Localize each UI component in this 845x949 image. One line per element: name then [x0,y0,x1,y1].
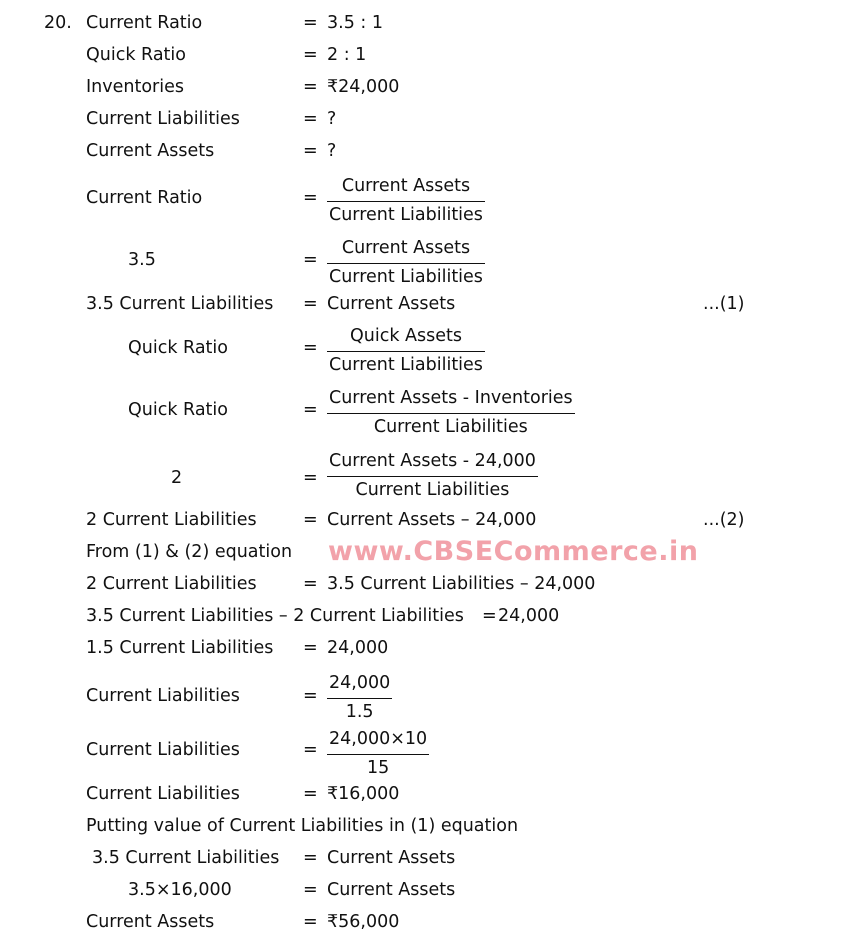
step12-label: Current Liabilities [86,686,240,706]
fraction-numerator: 24,000 [329,673,391,693]
step9-label: 2 Current Liabilities [86,574,257,594]
equals-sign: = [303,848,318,868]
step18-label: Current Assets [86,912,215,932]
step1-fraction [327,178,485,225]
fraction-denominator: Current Liabilities [329,267,483,287]
step3-label: 3.5 Current Liabilities [86,294,274,314]
fraction-numerator: Quick Assets [349,326,462,346]
given-label-current-assets: Current Assets [86,141,215,161]
given-label-inventories: Inventories [86,77,184,97]
step9-value: 3.5 Current Liabilities – 24,000 [327,574,596,594]
equation-ref-2: ...(2) [703,510,745,530]
step11-label: 1.5 Current Liabilities [86,638,274,658]
step2-fraction [327,240,485,287]
equals-sign: = [303,188,318,208]
equals-sign: = [303,880,318,900]
step3-value: Current Assets [327,294,456,314]
given-value-current-assets: ? [327,141,337,161]
equation-ref-1: ...(1) [703,294,745,314]
step11-value: 24,000 [327,638,389,658]
step7-value: Current Assets – 24,000 [327,510,537,530]
given-value-inventories: ₹24,000 [327,77,400,97]
step10-value: 24,000 [498,606,560,626]
given-value-current-ratio: 3.5 : 1 [327,13,383,33]
fraction-denominator: 15 [366,758,390,778]
step12-fraction [327,675,392,722]
step6-fraction [327,453,538,500]
equals-sign: = [303,784,318,804]
question-number: 20. [44,13,72,33]
fraction-denominator: Current Liabilities [329,205,483,225]
step5-label: Quick Ratio [128,400,228,420]
equals-sign: = [303,638,318,658]
step16-label: 3.5 Current Liabilities [92,848,280,868]
equals-sign: = [303,400,318,420]
equals-sign: = [303,912,318,932]
step5-fraction [327,390,575,437]
step13-fraction [327,731,429,778]
given-label-current-liabilities: Current Liabilities [86,109,240,129]
step1-label: Current Ratio [86,188,203,208]
step14-label: Current Liabilities [86,784,240,804]
step14-value: ₹16,000 [327,784,400,804]
equals-sign: = [303,686,318,706]
equals-sign: = [303,45,318,65]
equals-sign: = [303,250,318,270]
fraction-denominator: 1.5 [345,702,374,722]
fraction-denominator: Current Liabilities [373,417,528,437]
step15-label: Putting value of Current Liabilities in (1) equation [86,816,519,836]
step6-label: 2 [171,468,183,488]
step13-label: Current Liabilities [86,740,240,760]
given-value-quick-ratio: 2 : 1 [327,45,367,65]
step18-value: ₹56,000 [327,912,400,932]
equals-sign: = [303,109,318,129]
equals-sign: = [303,574,318,594]
step16-value: Current Assets [327,848,456,868]
given-label-quick-ratio: Quick Ratio [86,45,186,65]
step4-fraction [327,328,485,375]
equals-sign: = [303,141,318,161]
step2-label: 3.5 [128,250,156,270]
step7-label: 2 Current Liabilities [86,510,257,530]
step17-label: 3.5×16,000 [128,880,232,900]
fraction-numerator: Current Assets - 24,000 [329,451,536,471]
equals-sign: = [482,606,497,626]
equals-sign: = [303,510,318,530]
equals-sign: = [303,468,318,488]
given-label-current-ratio: Current Ratio [86,13,203,33]
step8-label: From (1) & (2) equation [86,542,293,562]
equals-sign: = [303,338,318,358]
step17-value: Current Assets [327,880,456,900]
equals-sign: = [303,740,318,760]
step10-label: 3.5 Current Liabilities – 2 Current Liabilities [86,606,464,626]
fraction-numerator: Current Assets - Inventories [329,388,573,408]
step4-label: Quick Ratio [128,338,228,358]
fraction-numerator: Current Assets [341,176,471,196]
fraction-denominator: Current Liabilities [329,355,483,375]
given-value-current-liabilities: ? [327,109,337,129]
fraction-numerator: 24,000×10 [329,729,428,749]
fraction-denominator: Current Liabilities [355,480,510,500]
equals-sign: = [303,294,318,314]
equals-sign: = [303,77,318,97]
watermark: www.CBSECommerce.in [328,536,699,567]
equals-sign: = [303,13,318,33]
fraction-numerator: Current Assets [341,238,471,258]
